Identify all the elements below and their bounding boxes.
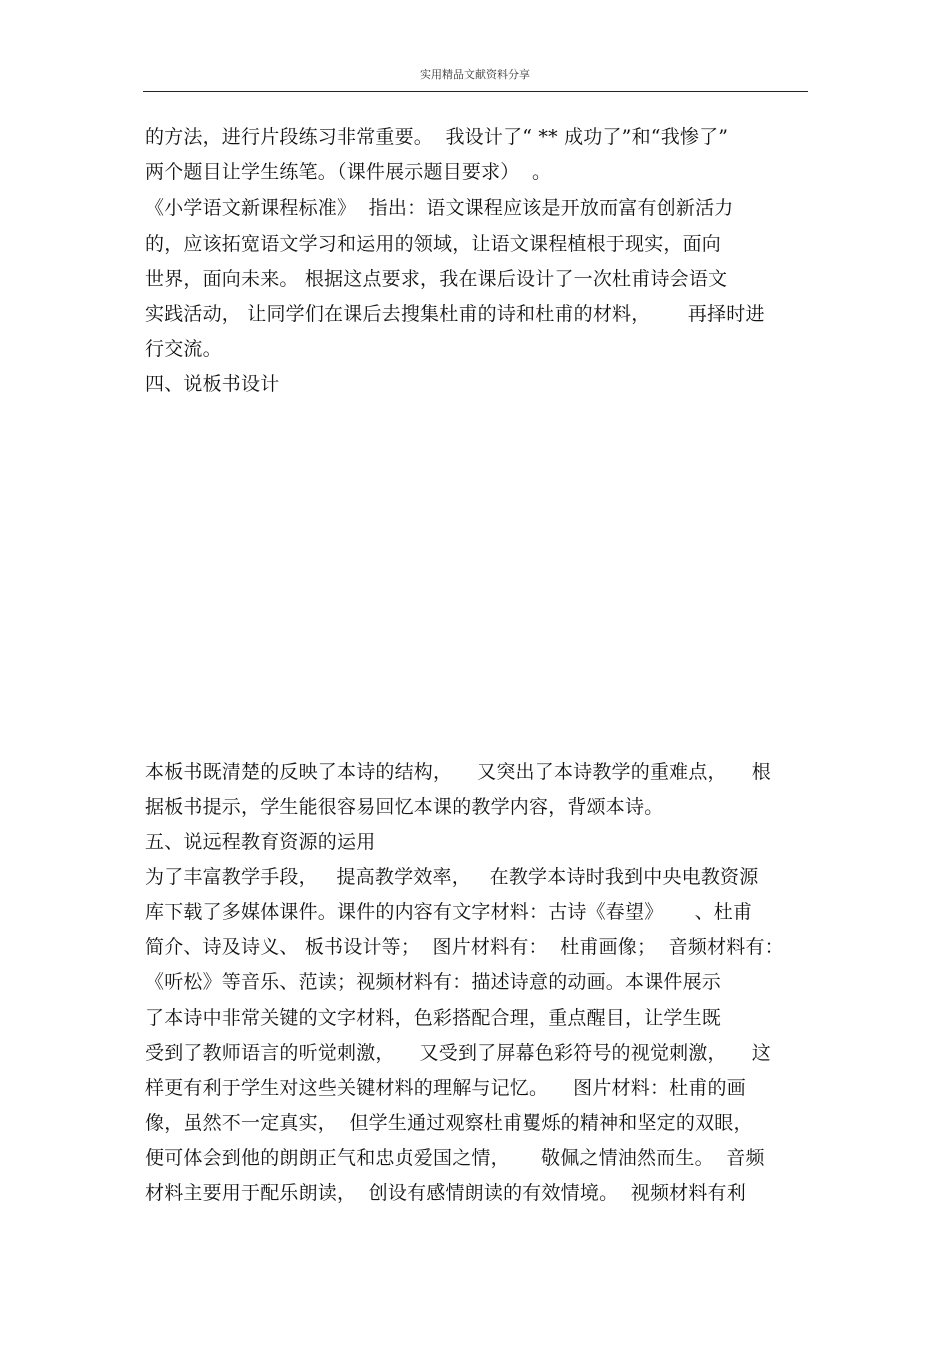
- body-line: 便可体会到他的朗朗正气和忠贞爱国之情， 敬佩之情油然而生。 音频: [145, 1147, 765, 1169]
- section-heading: 五、说远程教育资源的运用: [145, 831, 376, 853]
- body-line: 受到了教师语言的听觉刺激， 又受到了屏幕色彩符号的视觉刺激， 这: [145, 1042, 771, 1064]
- body-line: 实践活动， 让同学们在课后去搜集杜甫的诗和杜甫的材料， 再择时进: [145, 303, 765, 325]
- body-line: 为了丰富教学手段， 提高教学效率， 在教学本诗时我到中央电教资源: [145, 866, 759, 888]
- body-line: 本板书既清楚的反映了本诗的结构， 又突出了本诗教学的重难点， 根: [145, 761, 771, 783]
- body-line: 两个题目让学生练笔。（课件展示题目要求） 。: [145, 161, 552, 183]
- body-line: 了本诗中非常关键的文字材料，色彩搭配合理，重点醒目，让学生既: [145, 1007, 722, 1029]
- body-line: 简介、诗及诗义、 板书设计等； 图片材料有： 杜甫画像； 音频材料有：: [145, 936, 784, 958]
- body-line: 库下载了多媒体课件。课件的内容有文字材料：古诗《春望》 、杜甫: [145, 901, 753, 923]
- body-line: 的方法，进行片段练习非常重要。 我设计了“ ** 成功了”和“我惨了”: [145, 126, 729, 148]
- body-line: 《小学语文新课程标准》 指出：语文课程应该是开放而富有创新活力: [145, 197, 734, 219]
- body-line: 的，应该拓宽语文学习和运用的领域，让语文课程植根于现实，面向: [145, 233, 722, 255]
- body-line: 行交流。: [145, 338, 222, 360]
- section-heading: 四、说板书设计: [145, 373, 280, 395]
- body-line: 《听松》等音乐、范读；视频材料有：描述诗意的动画。本课件展示: [145, 971, 722, 993]
- page-header: 实用精品文献资料分享: [420, 68, 530, 81]
- body-line: 像，虽然不一定真实， 但学生通过观察杜甫矍烁的精神和坚定的双眼，: [145, 1112, 753, 1134]
- body-line: 据板书提示，学生能很容易回忆本课的教学内容，背颂本诗。: [145, 796, 664, 818]
- body-line: 样更有利于学生对这些关键材料的理解与记忆。 图片材料：杜甫的画: [145, 1077, 746, 1099]
- header-divider: [143, 91, 808, 92]
- body-line: 世界，面向未来。 根据这点要求，我在课后设计了一次杜甫诗会语文: [145, 268, 728, 290]
- body-line: 材料主要用于配乐朗读， 创设有感情朗读的有效情境。 视频材料有利: [145, 1182, 746, 1204]
